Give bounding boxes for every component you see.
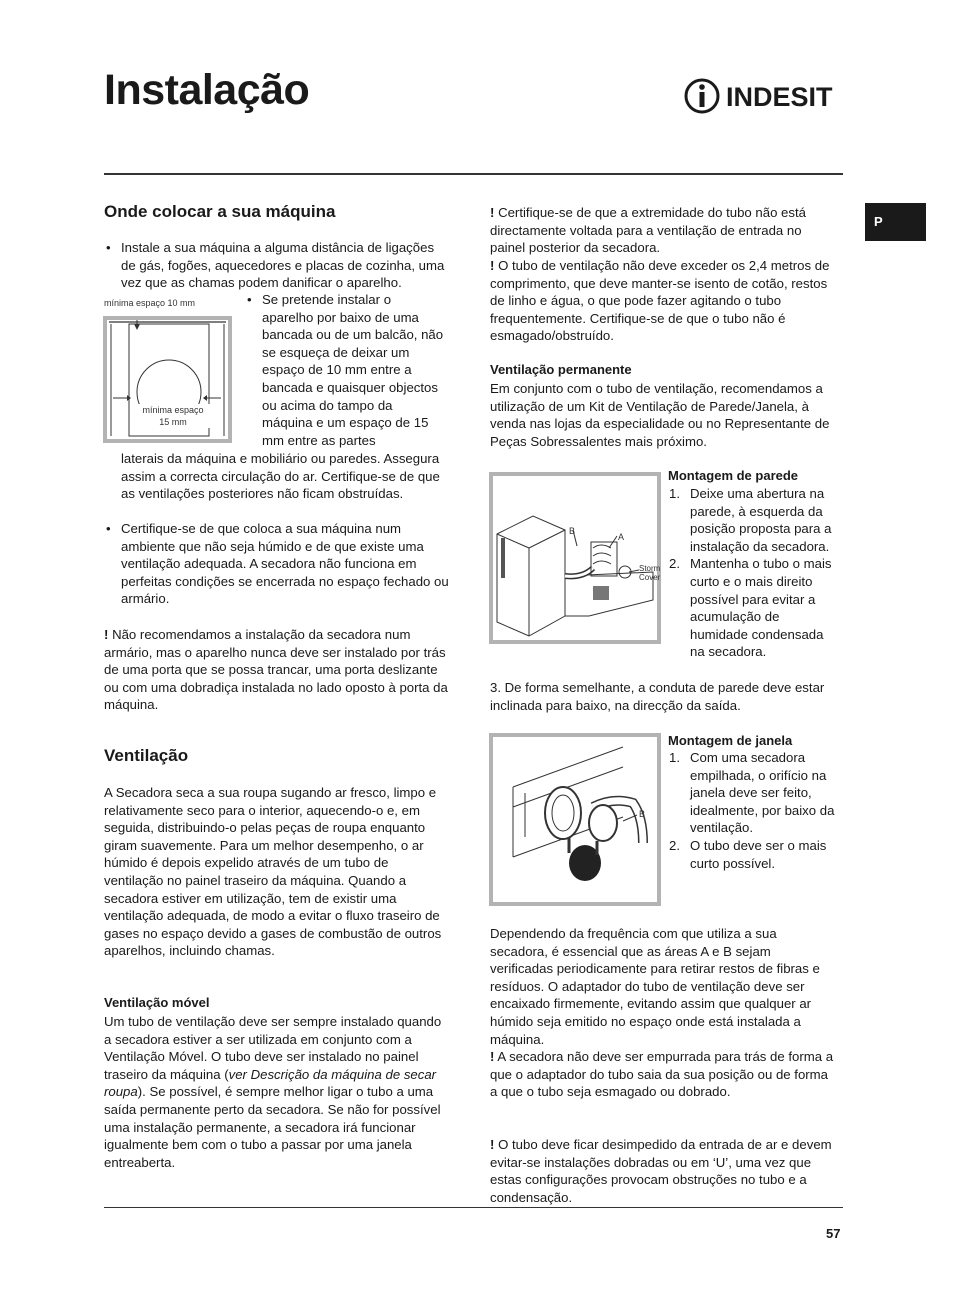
wall-mounting-steps bbox=[669, 485, 839, 661]
indesit-logo-text: INDESIT bbox=[726, 82, 833, 112]
window-step-1-text: Com uma secadora empilhada, o orifício na janela deve ser feito, idealmente, por baixo da ventilação. bbox=[690, 750, 835, 836]
indesit-logo bbox=[684, 78, 844, 119]
wall-step-1-num: 1. bbox=[669, 486, 680, 501]
right-warning-3 bbox=[490, 1048, 835, 1101]
figure-wall-mounting bbox=[489, 472, 661, 644]
placement-bullet-1: • Instale a sua máquina a alguma distância de ligações de gás, fogões, aquecedores e placas de cozinha, uma vez que as chamas podem danificar o aparelho. bbox=[121, 239, 451, 292]
ventilation-body: A Secadora seca a sua roupa sugando ar fresco, limpo e relativamente seco para o interior, aquecendo-o e, em seguida, distribuindo-o pelas peças de roupa enquanto giram suavemente. Para um melhor desempenho, o ar húmido é depois expelido através de um tubo de ventilação no painel traseiro da máquina. Quando a secadora estiver em utilização, tem de existir uma ventilação adequada, de modo a evitar o fluxo traseiro de gases no espaço devido a gases de combustão de outros aparelhos, incluindo chamas. bbox=[104, 785, 442, 959]
right-warning-2-text: O tubo de ventilação não deve exceder os 2,4 metros de comprimento, que deve manter-se isento de cotão, restos de linho e água, o que pode fazer agitando o tubo frequentemente. Certifique-se de que o tubo não é esmagado/obstruído. bbox=[490, 258, 830, 344]
header-divider bbox=[104, 173, 843, 175]
wall-step-2-num: 2. bbox=[669, 556, 680, 572]
figure-label-mid bbox=[133, 404, 213, 428]
right-warning-3-text: A secadora não deve ser empurrada para trás de forma a que o adaptador do tubo saia da sua posição ou de forma a que o tubo seja esmagado ou dobrado. bbox=[490, 1049, 834, 1100]
wall-figure-label-storm-1: Storm bbox=[639, 564, 661, 573]
language-tab-label: P bbox=[874, 214, 883, 229]
figure-clearance bbox=[103, 316, 232, 443]
wall-figure-label-b: B bbox=[569, 526, 576, 536]
figure-window-mounting bbox=[489, 733, 661, 906]
wall-figure-label-storm-2: Cover bbox=[639, 573, 661, 582]
placement-bullet-2-part-2: laterais da máquina e mobiliário ou paredes. Assegura assim a correcta circulação do ar. Certifique-se de que as ventilações posteriores não ficam obstruídas. bbox=[121, 451, 440, 502]
window-step-1 bbox=[669, 749, 839, 837]
mobile-ventilation-text-italic: ver Descrição da máquina de secar roupa bbox=[104, 1066, 437, 1100]
warning-mark: ! bbox=[490, 258, 495, 273]
right-warning-1 bbox=[490, 204, 835, 257]
mobile-ventilation-text-a: Um tubo de ventilação deve ser sempre instalado quando a secadora estiver a ser utilizada em conjunto com a Ventilação Móvel. O tubo deve ser instalado no painel traseiro da máquina ( bbox=[104, 1014, 442, 1082]
right-warning-4 bbox=[490, 1136, 835, 1206]
wall-step-2-text: Mantenha o tubo o mais curto e o mais direito possível para evitar a acumulação de humidade condensada na secadora. bbox=[690, 556, 832, 660]
wall-mounting-heading: Montagem de parede bbox=[668, 468, 799, 483]
mobile-ventilation-text-b: ). Se possível, é sempre melhor ligar o tubo a uma saída permanente perto da secadora. Se não for possível uma instalação permanente, a secadora irá funcionar igualmente bem com o tubo a passar por uma janela entreaberta. bbox=[104, 1084, 441, 1170]
wall-step-2 bbox=[669, 555, 839, 661]
wall-step-3: 3. De forma semelhante, a conduta de parede deve estar inclinada para baixo, na direcção da saída. bbox=[490, 680, 825, 713]
window-step-2 bbox=[669, 837, 839, 872]
mobile-ventilation-heading: Ventilação móvel bbox=[104, 995, 210, 1010]
right-warning-2 bbox=[490, 257, 835, 345]
indesit-logo-mark bbox=[684, 78, 844, 114]
permanent-ventilation-heading: Ventilação permanente bbox=[490, 362, 632, 377]
figure-label-mid-1: mínima espaço bbox=[142, 405, 204, 415]
figure-label-mid-2: 15 mm bbox=[159, 417, 187, 427]
right-warning-4-text: O tubo deve ficar desimpedido da entrada de ar e devem evitar-se instalações dobradas ou em ‘U’, uma vez que estas configurações provocam obstruções no tubo e a condensação. bbox=[490, 1137, 832, 1205]
window-step-2-text: O tubo deve ser o mais curto possível. bbox=[690, 837, 827, 871]
placement-bullet-2-part-1: • Se pretende instalar o aparelho por baixo de uma bancada ou de um balcão, não se esqueça de deixar um espaço de 10 mm entre a bancada e quaisquer objectos ou acima do tampo da máquina e um espaço de 15 mm entre as partes bbox=[262, 291, 444, 449]
wall-step-1 bbox=[669, 485, 839, 555]
language-tab bbox=[865, 203, 926, 241]
closing-paragraph: Dependendo da frequência com que utiliza a sua secadora, é essencial que as áreas A e B sejam verificadas periodicamente para retirar restos de fibras e resíduos. O adaptador do tubo de ventilação deve ser encaixado firmemente, evitando assim que qualquer ar húmido seja emitido no espaço onde está instalada a máquina. bbox=[490, 926, 820, 1047]
wall-mounting-illustration bbox=[493, 476, 657, 640]
warning-mark: ! bbox=[490, 1049, 495, 1064]
window-mounting-illustration bbox=[493, 737, 657, 902]
window-mounting-steps bbox=[669, 749, 839, 872]
placement-bullet-3: • Certifique-se de que coloca a sua máquina num ambiente que não seja húmido e de que existe uma ventilação adequada. A secadora não funciona em perfeitas condições se encerrada no espaço fechado ou armário. bbox=[121, 520, 451, 608]
figure-label-top: mínima espaço 10 mm bbox=[104, 298, 196, 308]
right-warning-1-text: Certifique-se de que a extremidade do tubo não está directamente voltada para a ventilação de entrada no painel posterior da secadora. bbox=[490, 205, 806, 256]
warning-mark: ! bbox=[490, 205, 495, 220]
warning-mark: ! bbox=[490, 1137, 495, 1152]
window-figure-label-b: B bbox=[639, 809, 646, 819]
wall-step-1-text: Deixe uma abertura na parede, à esquerda da posição proposta para a instalação da secadora. bbox=[690, 486, 832, 554]
page-title: Instalação bbox=[104, 66, 310, 114]
permanent-ventilation-text: Em conjunto com o tubo de ventilação, recomendamos a utilização de um Kit de Ventilação de Parede/Janela, à venda nas lojas da especialidade ou no Representante de Peças Sobressalentes mais próximo. bbox=[490, 381, 830, 449]
section-heading-placement: Onde colocar a sua máquina bbox=[104, 202, 336, 221]
wall-figure-label-storm bbox=[639, 564, 660, 582]
placement-warning bbox=[104, 626, 449, 714]
window-mounting-heading: Montagem de janela bbox=[668, 733, 793, 748]
footer-divider bbox=[104, 1207, 843, 1208]
wall-figure-label-a: A bbox=[618, 532, 625, 542]
page-number: 57 bbox=[826, 1226, 841, 1241]
placement-warning-text: Não recomendamos a instalação da secadora num armário, mas o aparelho nunca deve ser instalado por trás de uma porta que se possa trancar, uma porta deslizante ou com uma dobradiça instalada no lado oposto à porta da máquina. bbox=[104, 627, 448, 713]
window-step-1-num: 1. bbox=[669, 750, 680, 765]
window-step-2-num: 2. bbox=[669, 837, 680, 853]
mobile-ventilation-text bbox=[104, 1013, 449, 1171]
section-heading-ventilation: Ventilação bbox=[104, 746, 189, 765]
warning-mark: ! bbox=[104, 627, 109, 642]
